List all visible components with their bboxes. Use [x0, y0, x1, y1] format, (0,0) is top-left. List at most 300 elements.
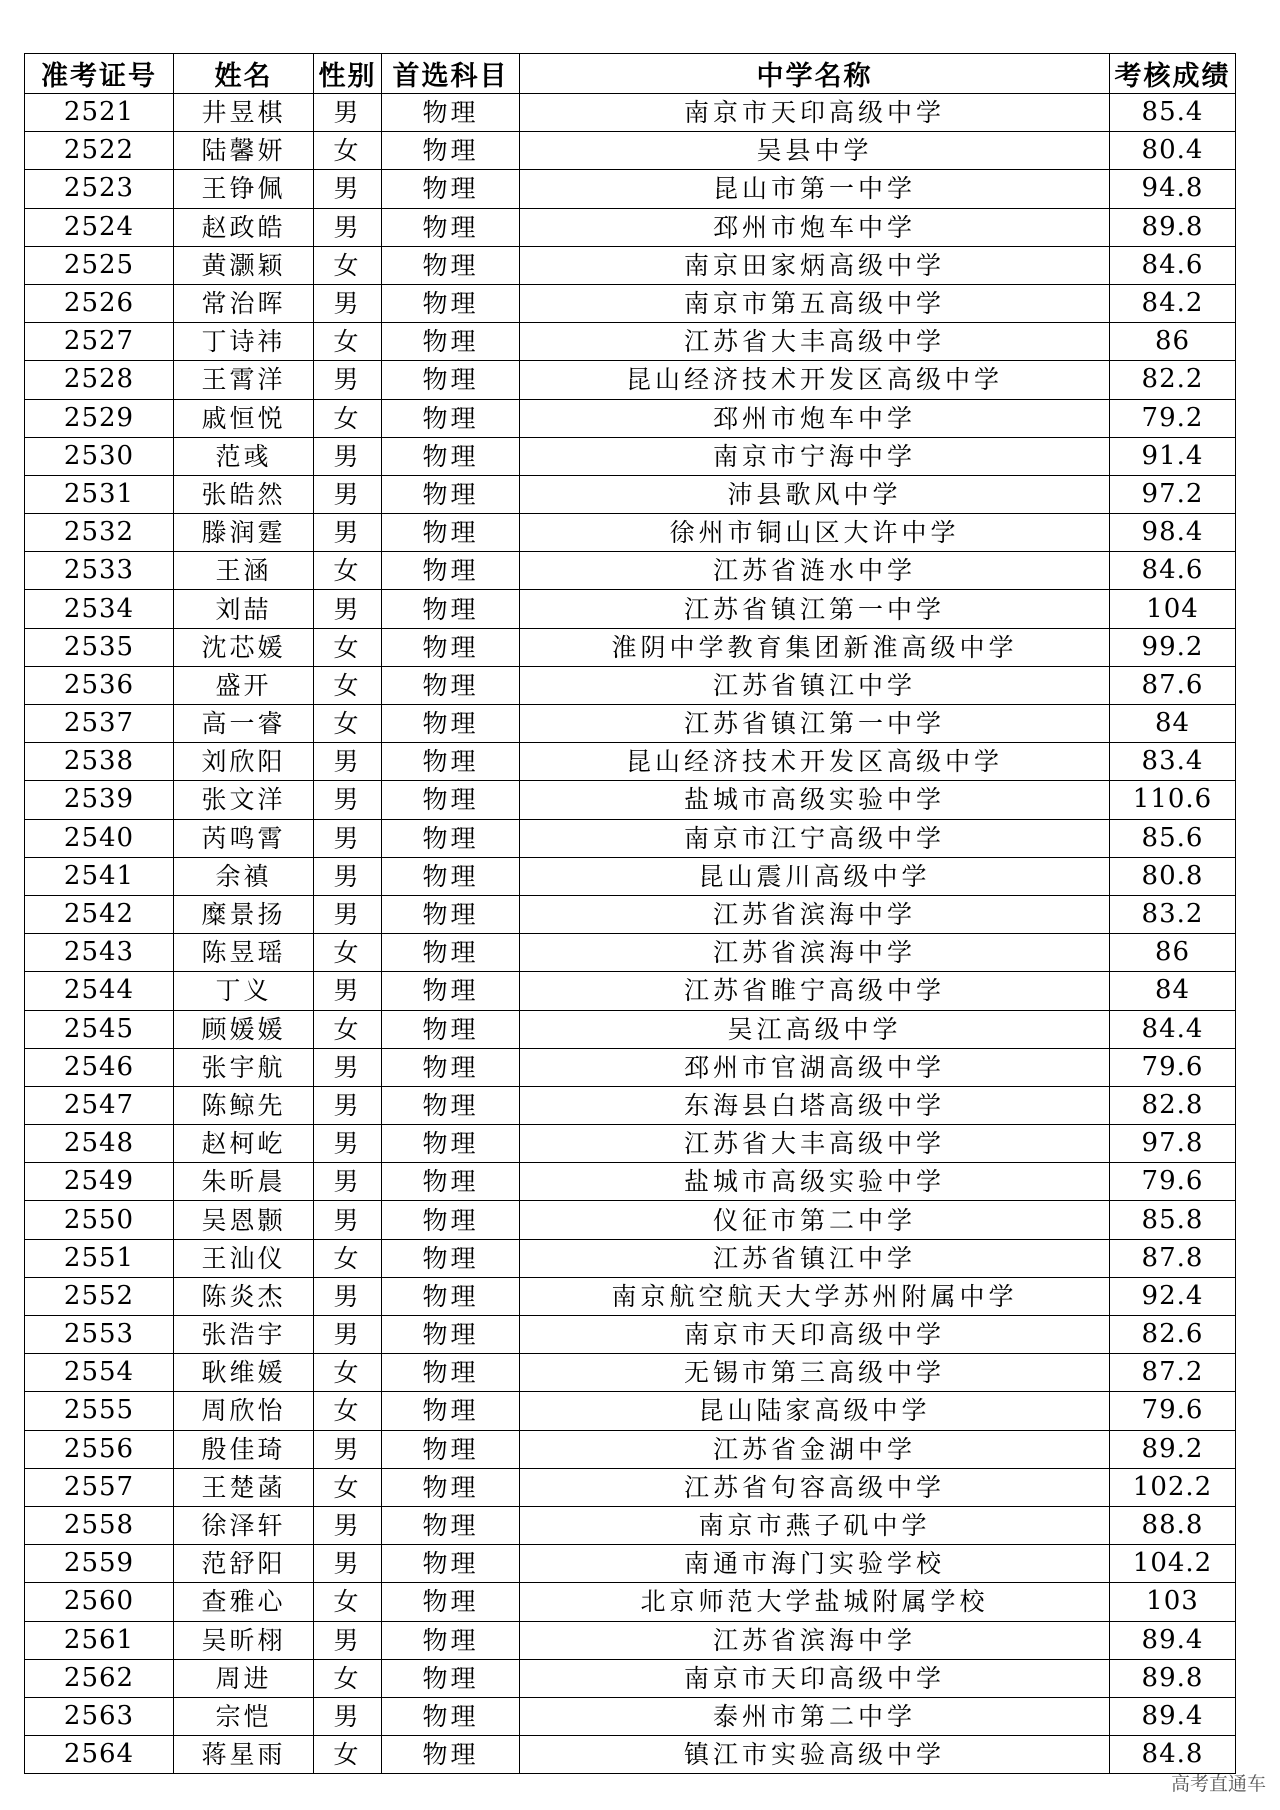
- cell-score: 103: [1110, 1583, 1236, 1621]
- cell-school: 邳州市炮车中学: [520, 208, 1110, 246]
- cell-subject: 物理: [382, 743, 520, 781]
- cell-gender: 女: [314, 1659, 382, 1697]
- cell-school: 昆山震川高级中学: [520, 857, 1110, 895]
- cell-subject: 物理: [382, 1239, 520, 1277]
- cell-name: 沈芯媛: [174, 628, 314, 666]
- cell-school: 江苏省镇江第一中学: [520, 590, 1110, 628]
- cell-name: 周进: [174, 1659, 314, 1697]
- table-row: [25, 1659, 1236, 1697]
- cell-name: 范舒阳: [174, 1545, 314, 1583]
- cell-score: 94.8: [1110, 170, 1236, 208]
- cell-exam-id: 2553: [25, 1316, 174, 1354]
- cell-school: 江苏省大丰高级中学: [520, 1125, 1110, 1163]
- cell-exam-id: 2534: [25, 590, 174, 628]
- cell-school: 昆山经济技术开发区高级中学: [520, 743, 1110, 781]
- cell-subject: 物理: [382, 1201, 520, 1239]
- cell-gender: 女: [314, 1736, 382, 1774]
- table-row: [25, 743, 1236, 781]
- table-row: [25, 1697, 1236, 1735]
- cell-subject: 物理: [382, 399, 520, 437]
- cell-school: 南通市海门实验学校: [520, 1545, 1110, 1583]
- cell-subject: 物理: [382, 1659, 520, 1697]
- table-row: [25, 1086, 1236, 1124]
- cell-name: 范彧: [174, 437, 314, 475]
- cell-name: 陈昱瑶: [174, 934, 314, 972]
- cell-subject: 物理: [382, 514, 520, 552]
- table-row: [25, 972, 1236, 1010]
- cell-subject: 物理: [382, 1316, 520, 1354]
- cell-score: 89.4: [1110, 1621, 1236, 1659]
- cell-gender: 男: [314, 743, 382, 781]
- cell-name: 王霄洋: [174, 361, 314, 399]
- cell-exam-id: 2537: [25, 705, 174, 743]
- cell-gender: 男: [314, 475, 382, 513]
- cell-gender: 男: [314, 1621, 382, 1659]
- cell-name: 戚恒悦: [174, 399, 314, 437]
- table-row: [25, 1316, 1236, 1354]
- cell-score: 84.4: [1110, 1010, 1236, 1048]
- cell-exam-id: 2560: [25, 1583, 174, 1621]
- cell-gender: 男: [314, 437, 382, 475]
- cell-exam-id: 2527: [25, 323, 174, 361]
- cell-subject: 物理: [382, 1086, 520, 1124]
- cell-name: 张皓然: [174, 475, 314, 513]
- table-row: [25, 552, 1236, 590]
- cell-school: 邳州市官湖高级中学: [520, 1048, 1110, 1086]
- cell-subject: 物理: [382, 590, 520, 628]
- cell-name: 陈鲸先: [174, 1086, 314, 1124]
- cell-exam-id: 2536: [25, 666, 174, 704]
- cell-subject: 物理: [382, 94, 520, 132]
- cell-exam-id: 2552: [25, 1277, 174, 1315]
- cell-name: 赵柯屹: [174, 1125, 314, 1163]
- table-row: [25, 94, 1236, 132]
- cell-gender: 男: [314, 514, 382, 552]
- cell-score: 84: [1110, 705, 1236, 743]
- cell-subject: 物理: [382, 666, 520, 704]
- cell-exam-id: 2559: [25, 1545, 174, 1583]
- cell-name: 蒋星雨: [174, 1736, 314, 1774]
- cell-subject: 物理: [382, 934, 520, 972]
- cell-subject: 物理: [382, 132, 520, 170]
- cell-subject: 物理: [382, 1354, 520, 1392]
- watermark-text: 高考直通车: [1170, 1773, 1266, 1795]
- table-row: [25, 1010, 1236, 1048]
- cell-gender: 女: [314, 1583, 382, 1621]
- cell-school: 江苏省金湖中学: [520, 1430, 1110, 1468]
- cell-name: 井昱棋: [174, 94, 314, 132]
- table-row: [25, 590, 1236, 628]
- cell-exam-id: 2529: [25, 399, 174, 437]
- table-row: [25, 934, 1236, 972]
- table-row: [25, 1354, 1236, 1392]
- cell-school: 江苏省句容高级中学: [520, 1468, 1110, 1506]
- cell-gender: 男: [314, 781, 382, 819]
- cell-exam-id: 2533: [25, 552, 174, 590]
- cell-exam-id: 2532: [25, 514, 174, 552]
- table-row: [25, 246, 1236, 284]
- cell-school: 江苏省滨海中学: [520, 1621, 1110, 1659]
- cell-score: 92.4: [1110, 1277, 1236, 1315]
- cell-subject: 物理: [382, 1736, 520, 1774]
- header-gender: 性别: [314, 54, 382, 94]
- cell-school: 沛县歌风中学: [520, 475, 1110, 513]
- cell-exam-id: 2538: [25, 743, 174, 781]
- cell-score: 89.8: [1110, 208, 1236, 246]
- cell-name: 芮鸣霄: [174, 819, 314, 857]
- cell-gender: 男: [314, 1163, 382, 1201]
- cell-score: 104.2: [1110, 1545, 1236, 1583]
- cell-subject: 物理: [382, 475, 520, 513]
- table-row: [25, 1583, 1236, 1621]
- cell-gender: 女: [314, 934, 382, 972]
- cell-gender: 女: [314, 1239, 382, 1277]
- table-row: [25, 514, 1236, 552]
- cell-name: 徐泽轩: [174, 1506, 314, 1544]
- table-row: [25, 284, 1236, 322]
- cell-score: 85.8: [1110, 1201, 1236, 1239]
- cell-school: 南京市天印高级中学: [520, 1659, 1110, 1697]
- cell-score: 80.4: [1110, 132, 1236, 170]
- cell-subject: 物理: [382, 208, 520, 246]
- cell-gender: 女: [314, 246, 382, 284]
- cell-score: 84: [1110, 972, 1236, 1010]
- cell-exam-id: 2547: [25, 1086, 174, 1124]
- table-row: [25, 1621, 1236, 1659]
- cell-gender: 男: [314, 284, 382, 322]
- header-name: 姓名: [174, 54, 314, 94]
- cell-score: 84.6: [1110, 246, 1236, 284]
- cell-score: 82.2: [1110, 361, 1236, 399]
- cell-score: 98.4: [1110, 514, 1236, 552]
- cell-score: 84.6: [1110, 552, 1236, 590]
- cell-gender: 男: [314, 1697, 382, 1735]
- cell-gender: 女: [314, 323, 382, 361]
- cell-school: 泰州市第二中学: [520, 1697, 1110, 1735]
- cell-gender: 男: [314, 1506, 382, 1544]
- cell-name: 常治晖: [174, 284, 314, 322]
- cell-score: 83.4: [1110, 743, 1236, 781]
- cell-subject: 物理: [382, 1392, 520, 1430]
- table-row: [25, 781, 1236, 819]
- cell-school: 南京航空航天大学苏州附属中学: [520, 1277, 1110, 1315]
- cell-exam-id: 2525: [25, 246, 174, 284]
- cell-score: 86: [1110, 934, 1236, 972]
- cell-school: 南京市天印高级中学: [520, 1316, 1110, 1354]
- cell-subject: 物理: [382, 1163, 520, 1201]
- cell-gender: 女: [314, 1354, 382, 1392]
- cell-school: 江苏省涟水中学: [520, 552, 1110, 590]
- cell-school: 江苏省滨海中学: [520, 895, 1110, 933]
- cell-score: 97.8: [1110, 1125, 1236, 1163]
- cell-score: 89.4: [1110, 1697, 1236, 1735]
- cell-school: 昆山陆家高级中学: [520, 1392, 1110, 1430]
- cell-subject: 物理: [382, 1048, 520, 1086]
- table-row: [25, 1392, 1236, 1430]
- cell-exam-id: 2554: [25, 1354, 174, 1392]
- cell-name: 赵政皓: [174, 208, 314, 246]
- cell-subject: 物理: [382, 895, 520, 933]
- table-row: [25, 208, 1236, 246]
- cell-school: 吴江高级中学: [520, 1010, 1110, 1048]
- cell-gender: 女: [314, 1392, 382, 1430]
- cell-subject: 物理: [382, 1697, 520, 1735]
- cell-subject: 物理: [382, 323, 520, 361]
- cell-gender: 女: [314, 705, 382, 743]
- cell-subject: 物理: [382, 284, 520, 322]
- table-row: [25, 895, 1236, 933]
- header-exam-id: 准考证号: [25, 54, 174, 94]
- cell-name: 吴昕栩: [174, 1621, 314, 1659]
- cell-score: 97.2: [1110, 475, 1236, 513]
- cell-exam-id: 2564: [25, 1736, 174, 1774]
- cell-gender: 男: [314, 94, 382, 132]
- cell-subject: 物理: [382, 1430, 520, 1468]
- cell-exam-id: 2539: [25, 781, 174, 819]
- header-score: 考核成绩: [1110, 54, 1236, 94]
- cell-gender: 男: [314, 972, 382, 1010]
- cell-score: 84.8: [1110, 1736, 1236, 1774]
- cell-name: 朱昕晨: [174, 1163, 314, 1201]
- cell-school: 邳州市炮车中学: [520, 399, 1110, 437]
- cell-gender: 女: [314, 1010, 382, 1048]
- cell-name: 张宇航: [174, 1048, 314, 1086]
- cell-gender: 男: [314, 1545, 382, 1583]
- cell-school: 南京市天印高级中学: [520, 94, 1110, 132]
- cell-exam-id: 2531: [25, 475, 174, 513]
- cell-school: 仪征市第二中学: [520, 1201, 1110, 1239]
- cell-gender: 男: [314, 1201, 382, 1239]
- cell-name: 高一睿: [174, 705, 314, 743]
- cell-gender: 男: [314, 819, 382, 857]
- cell-school: 南京市第五高级中学: [520, 284, 1110, 322]
- cell-gender: 男: [314, 208, 382, 246]
- cell-score: 83.2: [1110, 895, 1236, 933]
- table-row: [25, 1468, 1236, 1506]
- cell-name: 殷佳琦: [174, 1430, 314, 1468]
- cell-school: 昆山经济技术开发区高级中学: [520, 361, 1110, 399]
- cell-exam-id: 2543: [25, 934, 174, 972]
- cell-name: 顾媛媛: [174, 1010, 314, 1048]
- cell-school: 北京师范大学盐城附属学校: [520, 1583, 1110, 1621]
- cell-school: 南京市燕子矶中学: [520, 1506, 1110, 1544]
- cell-score: 85.6: [1110, 819, 1236, 857]
- cell-gender: 男: [314, 857, 382, 895]
- cell-subject: 物理: [382, 628, 520, 666]
- table-row: [25, 857, 1236, 895]
- cell-score: 102.2: [1110, 1468, 1236, 1506]
- cell-score: 110.6: [1110, 781, 1236, 819]
- table-header-row: [25, 54, 1236, 94]
- cell-gender: 男: [314, 1430, 382, 1468]
- score-table: [24, 53, 1236, 1774]
- cell-subject: 物理: [382, 1010, 520, 1048]
- cell-name: 吴恩颢: [174, 1201, 314, 1239]
- cell-exam-id: 2544: [25, 972, 174, 1010]
- cell-name: 丁义: [174, 972, 314, 1010]
- cell-exam-id: 2548: [25, 1125, 174, 1163]
- cell-exam-id: 2561: [25, 1621, 174, 1659]
- cell-gender: 女: [314, 666, 382, 704]
- cell-exam-id: 2562: [25, 1659, 174, 1697]
- cell-score: 86: [1110, 323, 1236, 361]
- cell-name: 盛开: [174, 666, 314, 704]
- cell-exam-id: 2549: [25, 1163, 174, 1201]
- cell-school: 南京市宁海中学: [520, 437, 1110, 475]
- cell-exam-id: 2522: [25, 132, 174, 170]
- cell-score: 99.2: [1110, 628, 1236, 666]
- cell-exam-id: 2550: [25, 1201, 174, 1239]
- cell-subject: 物理: [382, 781, 520, 819]
- table-row: [25, 132, 1236, 170]
- cell-name: 刘喆: [174, 590, 314, 628]
- cell-exam-id: 2556: [25, 1430, 174, 1468]
- cell-subject: 物理: [382, 1277, 520, 1315]
- table-row: [25, 1201, 1236, 1239]
- cell-subject: 物理: [382, 246, 520, 284]
- cell-score: 79.6: [1110, 1163, 1236, 1201]
- cell-name: 张浩宇: [174, 1316, 314, 1354]
- cell-gender: 女: [314, 132, 382, 170]
- cell-score: 89.2: [1110, 1430, 1236, 1468]
- cell-score: 87.2: [1110, 1354, 1236, 1392]
- cell-name: 滕润霆: [174, 514, 314, 552]
- cell-exam-id: 2535: [25, 628, 174, 666]
- cell-gender: 男: [314, 170, 382, 208]
- cell-school: 淮阴中学教育集团新淮高级中学: [520, 628, 1110, 666]
- cell-school: 吴县中学: [520, 132, 1110, 170]
- cell-score: 87.6: [1110, 666, 1236, 704]
- cell-subject: 物理: [382, 1468, 520, 1506]
- cell-name: 丁诗祎: [174, 323, 314, 361]
- cell-subject: 物理: [382, 552, 520, 590]
- cell-name: 陈炎杰: [174, 1277, 314, 1315]
- cell-score: 89.8: [1110, 1659, 1236, 1697]
- cell-name: 刘欣阳: [174, 743, 314, 781]
- cell-name: 耿维媛: [174, 1354, 314, 1392]
- cell-exam-id: 2540: [25, 819, 174, 857]
- cell-subject: 物理: [382, 972, 520, 1010]
- cell-name: 王楚菡: [174, 1468, 314, 1506]
- table-row: [25, 1163, 1236, 1201]
- cell-school: 江苏省镇江第一中学: [520, 705, 1110, 743]
- cell-school: 盐城市高级实验中学: [520, 1163, 1110, 1201]
- cell-gender: 男: [314, 1125, 382, 1163]
- cell-subject: 物理: [382, 1506, 520, 1544]
- cell-score: 88.8: [1110, 1506, 1236, 1544]
- cell-score: 87.8: [1110, 1239, 1236, 1277]
- cell-gender: 女: [314, 1468, 382, 1506]
- cell-school: 徐州市铜山区大许中学: [520, 514, 1110, 552]
- cell-name: 陆馨妍: [174, 132, 314, 170]
- cell-school: 南京市江宁高级中学: [520, 819, 1110, 857]
- table-row: [25, 475, 1236, 513]
- cell-name: 宗恺: [174, 1697, 314, 1735]
- cell-school: 镇江市实验高级中学: [520, 1736, 1110, 1774]
- cell-school: 东海县白塔高级中学: [520, 1086, 1110, 1124]
- cell-subject: 物理: [382, 437, 520, 475]
- cell-gender: 女: [314, 628, 382, 666]
- cell-exam-id: 2530: [25, 437, 174, 475]
- cell-subject: 物理: [382, 1545, 520, 1583]
- cell-exam-id: 2524: [25, 208, 174, 246]
- cell-exam-id: 2555: [25, 1392, 174, 1430]
- cell-exam-id: 2563: [25, 1697, 174, 1735]
- cell-name: 黄灏颖: [174, 246, 314, 284]
- table-row: [25, 1048, 1236, 1086]
- cell-name: 王铮佩: [174, 170, 314, 208]
- cell-name: 王涵: [174, 552, 314, 590]
- cell-exam-id: 2551: [25, 1239, 174, 1277]
- cell-school: 南京田家炳高级中学: [520, 246, 1110, 284]
- table-row: [25, 1545, 1236, 1583]
- cell-name: 糜景扬: [174, 895, 314, 933]
- header-subject: 首选科目: [382, 54, 520, 94]
- cell-subject: 物理: [382, 1125, 520, 1163]
- cell-gender: 女: [314, 399, 382, 437]
- score-table-sheet: [24, 53, 1235, 1770]
- table-row: [25, 1239, 1236, 1277]
- table-row: [25, 1277, 1236, 1315]
- cell-name: 周欣怡: [174, 1392, 314, 1430]
- cell-score: 104: [1110, 590, 1236, 628]
- table-row: [25, 170, 1236, 208]
- cell-exam-id: 2557: [25, 1468, 174, 1506]
- table-row: [25, 323, 1236, 361]
- table-row: [25, 1736, 1236, 1774]
- table-row: [25, 666, 1236, 704]
- table-row: [25, 1125, 1236, 1163]
- cell-score: 91.4: [1110, 437, 1236, 475]
- cell-gender: 男: [314, 1277, 382, 1315]
- cell-school: 江苏省镇江中学: [520, 666, 1110, 704]
- table-row: [25, 361, 1236, 399]
- cell-exam-id: 2558: [25, 1506, 174, 1544]
- table-row: [25, 1506, 1236, 1544]
- cell-exam-id: 2545: [25, 1010, 174, 1048]
- cell-gender: 男: [314, 895, 382, 933]
- cell-exam-id: 2521: [25, 94, 174, 132]
- cell-subject: 物理: [382, 170, 520, 208]
- cell-school: 江苏省滨海中学: [520, 934, 1110, 972]
- table-row: [25, 1430, 1236, 1468]
- cell-gender: 男: [314, 1316, 382, 1354]
- cell-school: 盐城市高级实验中学: [520, 781, 1110, 819]
- cell-gender: 男: [314, 361, 382, 399]
- cell-exam-id: 2541: [25, 857, 174, 895]
- cell-name: 张文洋: [174, 781, 314, 819]
- cell-score: 79.6: [1110, 1048, 1236, 1086]
- cell-school: 江苏省镇江中学: [520, 1239, 1110, 1277]
- cell-school: 无锡市第三高级中学: [520, 1354, 1110, 1392]
- cell-score: 79.2: [1110, 399, 1236, 437]
- cell-gender: 男: [314, 1086, 382, 1124]
- cell-score: 82.6: [1110, 1316, 1236, 1354]
- cell-score: 80.8: [1110, 857, 1236, 895]
- cell-school: 昆山市第一中学: [520, 170, 1110, 208]
- cell-subject: 物理: [382, 1621, 520, 1659]
- cell-gender: 男: [314, 1048, 382, 1086]
- cell-school: 江苏省睢宁高级中学: [520, 972, 1110, 1010]
- cell-school: 江苏省大丰高级中学: [520, 323, 1110, 361]
- cell-score: 79.6: [1110, 1392, 1236, 1430]
- cell-subject: 物理: [382, 1583, 520, 1621]
- cell-score: 85.4: [1110, 94, 1236, 132]
- cell-exam-id: 2546: [25, 1048, 174, 1086]
- cell-exam-id: 2523: [25, 170, 174, 208]
- cell-subject: 物理: [382, 361, 520, 399]
- cell-subject: 物理: [382, 705, 520, 743]
